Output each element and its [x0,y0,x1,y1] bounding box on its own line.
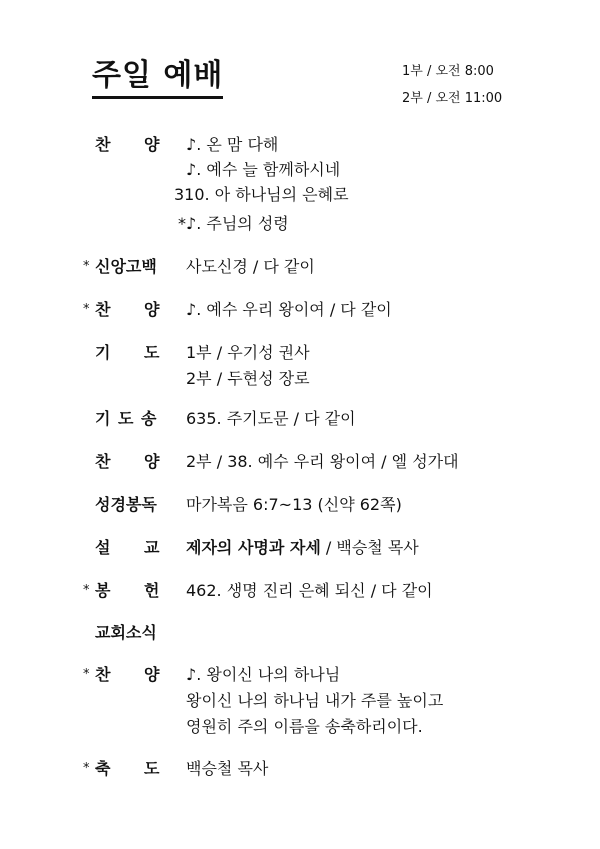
star-mark: * [83,583,90,598]
prayer-lines [186,340,310,392]
hymn-3-line-3: 영원히 주의 이름을 송축하리이다. [186,717,423,736]
time-first: 1부 / 오전 8:00 [402,64,494,79]
offering-text: 462. 생명 진리 은혜 되신 / 다 같이 [186,581,433,600]
hymn-1-lines [174,132,349,236]
scripture-text: 마가복음 6:7~13 (신약 62쪽) [186,495,402,514]
label-news: 교회소식 [95,623,157,642]
hymn-1-line-2: ♪. 예수 늘 함께하시네 [186,160,341,179]
star-mark: * [83,761,90,776]
prayer-song-text: 635. 주기도문 / 다 같이 [186,409,356,428]
sermon-preacher: / 백승철 목사 [320,538,419,557]
hymn-3-line-2: 왕이신 나의 하나님 내가 주를 높이고 [186,691,444,710]
hymn-1-line-4: *♪. 주님의 성령 [178,214,289,233]
label-hymn-3: 찬 양 [95,665,160,684]
star-mark: * [83,302,90,317]
label-hymn-2: 찬 양 [95,300,160,319]
star-mark: * [83,667,90,682]
page-title: 주일 예배 [92,58,223,99]
sermon-title: 제자의 사명과 자세 [186,538,321,557]
label-scripture: 성경봉독 [95,495,157,514]
choir-text: 2부 / 38. 예수 우리 왕이여 / 엘 성가대 [186,452,459,471]
creed-text: 사도신경 / 다 같이 [186,257,315,276]
label-sermon: 설 교 [95,538,160,557]
hymn-3-lines [186,662,443,740]
label-offering: 봉 헌 [95,581,160,600]
label-benediction: 축 도 [95,759,160,778]
star-mark: * [83,259,90,274]
label-creed: 신앙고백 [95,257,157,276]
hymn-1-line-3: 310. 아 하나님의 은혜로 [174,185,349,204]
service-times [402,58,502,112]
hymn-1-line-1: ♪. 온 맘 다해 [186,135,279,154]
hymn-2-text: ♪. 예수 우리 왕이여 / 다 같이 [186,300,392,319]
time-second: 2부 / 오전 11:00 [402,91,503,106]
benediction-text: 백승철 목사 [186,759,269,778]
prayer-line-2: 2부 / 두현성 장로 [186,369,310,388]
label-choir: 찬 양 [95,452,160,471]
prayer-line-1: 1부 / 우기성 권사 [186,343,310,362]
hymn-3-line-1: ♪. 왕이신 나의 하나님 [186,665,341,684]
label-prayer-song: 기 도 송 [95,409,157,428]
label-hymn-1: 찬 양 [95,135,160,154]
label-prayer: 기 도 [95,343,160,362]
sermon-text [186,535,419,561]
